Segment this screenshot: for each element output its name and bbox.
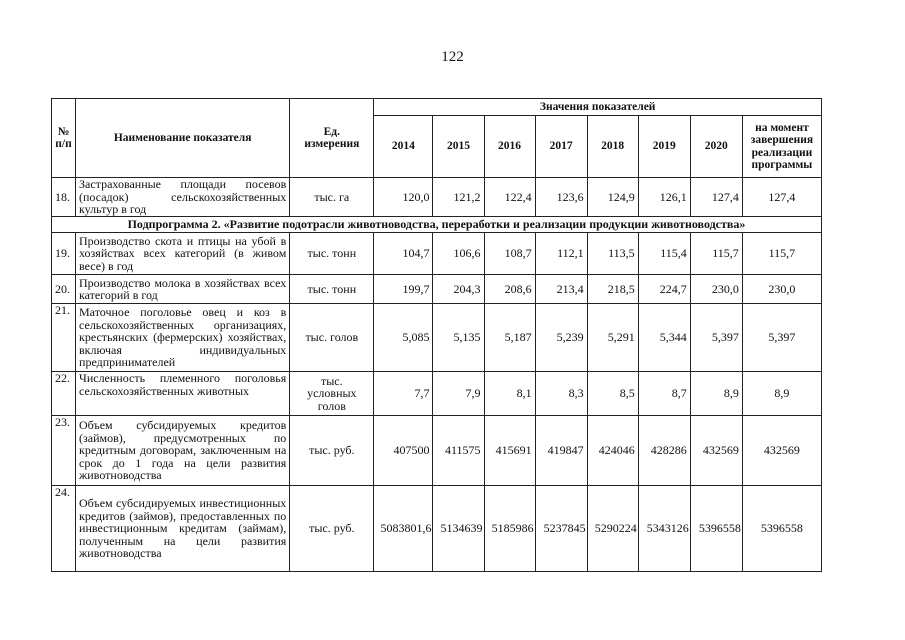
row-value: 120,0 (374, 178, 433, 217)
row-value: 230,0 (690, 275, 742, 304)
row-unit: тыс. тонн (290, 275, 374, 304)
row-value: 5134639 (433, 486, 484, 572)
row-value: 8,9 (690, 372, 742, 416)
row-value: 8,3 (535, 372, 587, 416)
row-value: 115,7 (690, 233, 742, 275)
row-unit: тыс. голов (290, 304, 374, 372)
row-number: 24. (52, 486, 76, 572)
header-unit: Ед. измерения (290, 99, 374, 178)
row-value: 127,4 (690, 178, 742, 217)
year-header: 2018 (587, 116, 638, 178)
table-row (52, 275, 822, 304)
row-unit: тыс. условных голов (290, 372, 374, 416)
row-number: 20. (52, 275, 76, 304)
row-value: 428286 (638, 416, 690, 486)
row-value: 122,4 (484, 178, 535, 217)
row-value: 104,7 (374, 233, 433, 275)
page-number: 122 (441, 49, 464, 65)
row-final: 127,4 (742, 178, 821, 217)
row-final: 432569 (742, 416, 821, 486)
row-value: 5,085 (374, 304, 433, 372)
row-final: 5396558 (742, 486, 821, 572)
row-value: 123,6 (535, 178, 587, 217)
row-name: Маточное поголовье овец и коз в сельскохозяйственных организациях, крестьянских (фермерских) хозяйствах, включая индивидуальных предпринимателей (76, 304, 290, 372)
row-final: 230,0 (742, 275, 821, 304)
row-unit: тыс. руб. (290, 416, 374, 486)
row-value: 5343126 (638, 486, 690, 572)
row-value: 8,1 (484, 372, 535, 416)
year-header: 2017 (535, 116, 587, 178)
row-unit: тыс. тонн (290, 233, 374, 275)
row-value: 112,1 (535, 233, 587, 275)
row-final: 8,9 (742, 372, 821, 416)
row-value: 424046 (587, 416, 638, 486)
row-final: 115,7 (742, 233, 821, 275)
header-values: Значения показателей (374, 99, 822, 116)
row-number: 23. (52, 416, 76, 486)
row-name: Застрахованные площади посевов (посадок) сельскохозяйственных культур в год (76, 178, 290, 217)
table-row (52, 372, 822, 416)
row-value: 5185986 (484, 486, 535, 572)
row-name: Объем субсидируемых кредитов (займов), предусмотренных по кредитным договорам, заключенным на срок до 1 года на цели развития животноводства (76, 416, 290, 486)
row-value: 126,1 (638, 178, 690, 217)
table-row (52, 233, 822, 275)
row-value: 218,5 (587, 275, 638, 304)
row-name: Производство скота и птицы на убой в хозяйствах всех категорий (в живом весе) в год (76, 233, 290, 275)
row-value: 407500 (374, 416, 433, 486)
row-value: 415691 (484, 416, 535, 486)
row-value: 5,187 (484, 304, 535, 372)
row-value: 224,7 (638, 275, 690, 304)
row-number: 19. (52, 233, 76, 275)
row-value: 213,4 (535, 275, 587, 304)
row-final: 5,397 (742, 304, 821, 372)
row-name: Производство молока в хозяйствах всех категорий в год (76, 275, 290, 304)
row-value: 419847 (535, 416, 587, 486)
year-header: 2020 (690, 116, 742, 178)
row-value: 5396558 (690, 486, 742, 572)
year-header: 2014 (374, 116, 433, 178)
row-value: 8,7 (638, 372, 690, 416)
row-value: 5,239 (535, 304, 587, 372)
row-value: 113,5 (587, 233, 638, 275)
row-value: 432569 (690, 416, 742, 486)
row-value: 5290224 (587, 486, 638, 572)
row-value: 106,6 (433, 233, 484, 275)
row-value: 108,7 (484, 233, 535, 275)
row-value: 115,4 (638, 233, 690, 275)
row-value: 5083801,6 (374, 486, 433, 572)
row-value: 411575 (433, 416, 484, 486)
row-value: 199,7 (374, 275, 433, 304)
table-row (52, 178, 822, 217)
row-value: 124,9 (587, 178, 638, 217)
row-value: 7,9 (433, 372, 484, 416)
subprogram-title: Подпрограмма 2. «Развитие подотрасли животноводства, переработки и реализации продукции животноводства» (52, 217, 822, 233)
row-value: 208,6 (484, 275, 535, 304)
row-value: 5237845 (535, 486, 587, 572)
row-value: 5,291 (587, 304, 638, 372)
row-number: 22. (52, 372, 76, 416)
row-value: 8,5 (587, 372, 638, 416)
row-number: 21. (52, 304, 76, 372)
row-value: 5,344 (638, 304, 690, 372)
table-row (52, 304, 822, 372)
table-row (52, 486, 822, 572)
row-name: Численность племенного поголовья сельскохозяйственных животных (76, 372, 290, 416)
table-row (52, 416, 822, 486)
row-value: 5,397 (690, 304, 742, 372)
row-value: 5,135 (433, 304, 484, 372)
row-unit: тыс. руб. (290, 486, 374, 572)
row-value: 121,2 (433, 178, 484, 217)
row-value: 7,7 (374, 372, 433, 416)
header-name: Наименование показателя (76, 99, 290, 178)
row-value: 204,3 (433, 275, 484, 304)
year-header: 2015 (433, 116, 484, 178)
year-header: 2016 (484, 116, 535, 178)
indicators-table (51, 98, 822, 572)
header-number: № п/п (52, 99, 76, 178)
subprogram-row (52, 217, 822, 233)
header-final: на момент завершения реализации программы (742, 116, 821, 178)
row-number: 18. (52, 178, 76, 217)
row-name: Объем субсидируемых инвестиционных кредитов (займов), предоставленных по инвестиционным кредитам (займам), полученным на цели развития животноводства (76, 486, 290, 572)
row-unit: тыс. га (290, 178, 374, 217)
year-header: 2019 (638, 116, 690, 178)
